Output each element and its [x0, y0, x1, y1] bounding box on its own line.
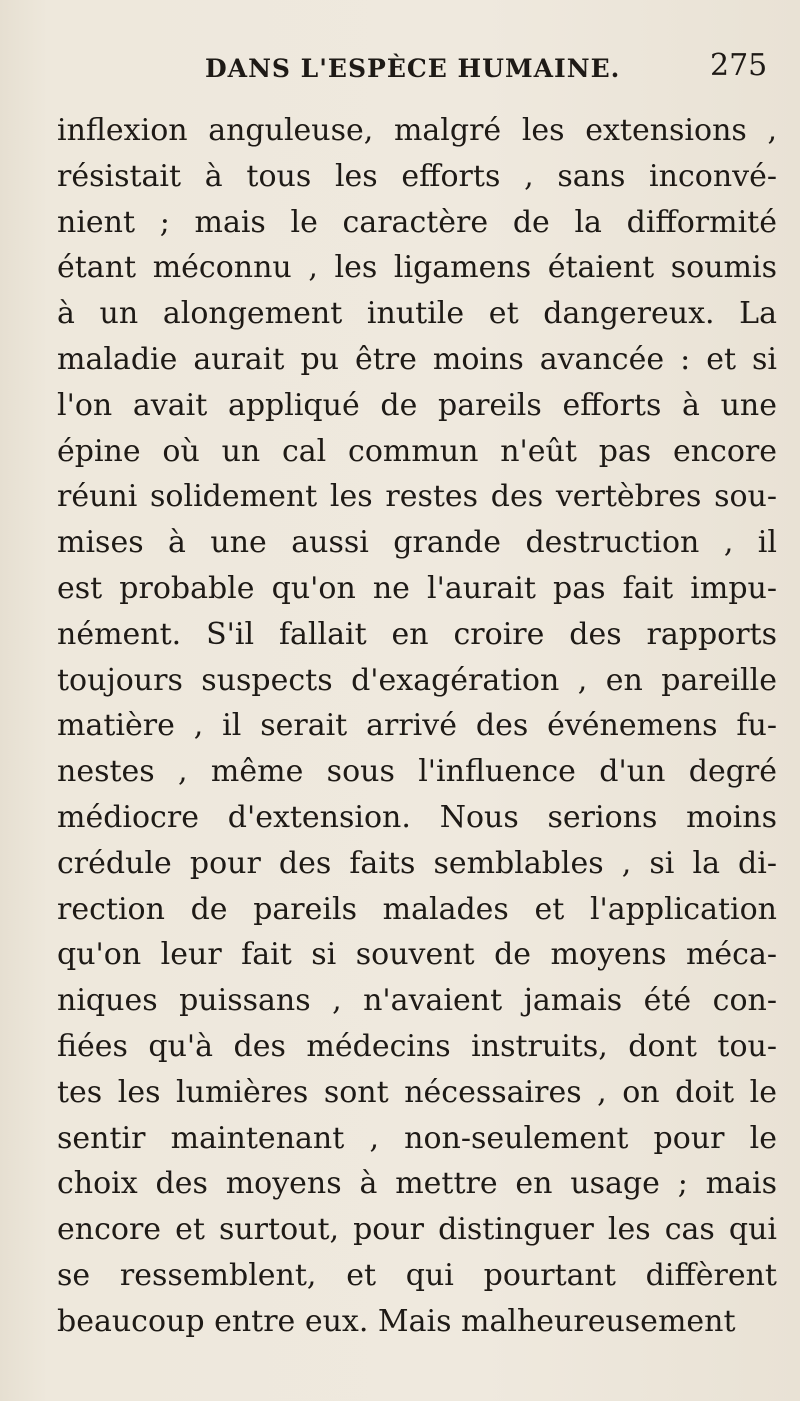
text-line: nément. S'il fallait en croire des rapports: [57, 616, 777, 652]
running-head: [0, 48, 800, 100]
text-line: maladie aurait pu être moins avancée : et si: [57, 341, 777, 377]
text-line: se ressemblent, et qui pourtant diffèrent: [57, 1257, 777, 1293]
text-line: est probable qu'on ne l'aurait pas fait impu-: [57, 570, 777, 606]
text-line: niques puissans , n'avaient jamais été con-: [57, 983, 777, 1019]
text-line: épine où un cal commun n'eût pas encore: [57, 433, 777, 469]
text-line: étant méconnu , les ligamens étaient soumis: [57, 250, 777, 286]
text-line: encore et surtout, pour distinguer les cas qui: [57, 1212, 777, 1248]
text-line: matière , il serait arrivé des événemens fu-: [57, 708, 777, 744]
text-line: rection de pareils malades et l'application: [57, 891, 777, 927]
text-line: à un alongement inutile et dangereux. La: [57, 296, 777, 332]
text-line: inflexion anguleuse, malgré les extensions ,: [57, 113, 777, 148]
body-text: [57, 108, 777, 1345]
text-line: choix des moyens à mettre en usage ; mais: [57, 1166, 777, 1202]
text-line: toujours suspects d'exagération , en pareille: [57, 662, 777, 698]
page-number: 275: [710, 48, 768, 83]
text-line: mises à une aussi grande destruction , il: [57, 525, 777, 561]
text-line: qu'on leur fait si souvent de moyens méca-: [57, 937, 777, 973]
text-line: l'on avait appliqué de pareils efforts à une: [57, 387, 777, 423]
text-line: nestes , même sous l'influence d'un degré: [57, 754, 777, 790]
text-line: fiées qu'à des médecins instruits, dont tou-: [57, 1028, 777, 1064]
text-line: tes les lumières sont nécessaires , on doit le: [57, 1074, 777, 1110]
text-line: résistait à tous les efforts , sans inconvé-: [57, 158, 777, 194]
text-line: nient ; mais le caractère de la difformité: [57, 204, 777, 240]
text-line: réuni solidement les restes des vertèbres sou-: [57, 479, 777, 515]
text-line: médiocre d'extension. Nous serions moins: [57, 799, 777, 835]
text-line: sentir maintenant , non-seulement pour le: [57, 1120, 777, 1156]
text-line: beaucoup entre eux. Mais malheureusement: [57, 1303, 736, 1339]
text-line: crédule pour des faits semblables , si la di-: [57, 845, 777, 881]
running-title: DANS L'ESPÈCE HUMAINE.: [205, 54, 621, 83]
